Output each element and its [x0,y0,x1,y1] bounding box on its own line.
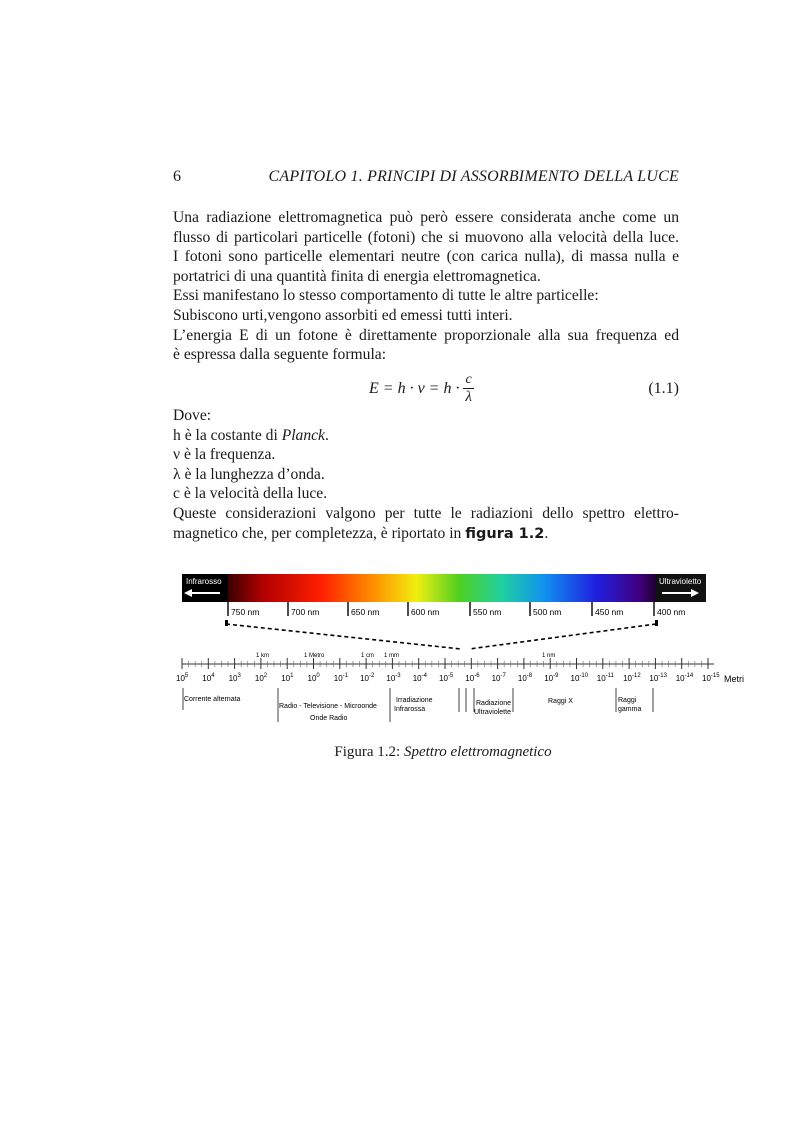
exponent-base: 10 [412,674,422,683]
text-span: . [324,426,329,444]
exponent-base: 10 [386,674,396,683]
nm-tick-label: 450 nm [595,607,624,617]
text-line: I fotoni sono particelle elementari neutre (con carica nulla), di massa nulla e [173,248,679,266]
equation-number: (1.1) [648,380,679,397]
nm-tick-label: 550 nm [473,607,502,617]
exponent-label [465,673,480,683]
exponent-power: -11 [605,673,614,679]
exponent-base: 10 [623,674,633,683]
exponent-base: 10 [491,674,501,683]
nm-tick-label: 400 nm [657,607,686,617]
exponent-base: 10 [675,674,685,683]
band-raggi-x: Raggi X [548,698,573,705]
equation-body [369,372,474,405]
exponent-label [518,673,533,683]
band-corrente: Corrente alternata [184,696,241,703]
exponent-label [492,673,507,683]
band-radio: Radio - Televisione - Microonde [279,703,377,710]
spectrum-svg [178,572,748,732]
exponent-label [544,673,559,683]
fraction-denominator: λ [465,389,472,405]
exponent-label [360,673,375,683]
exponent-base: 10 [570,674,580,683]
definition-h [173,426,679,446]
exponent-power: -10 [579,673,589,679]
zoom-line-left [226,624,461,649]
scale-label-cm: 1 cm [361,653,375,659]
text-line: L’energia E di un fotone è direttamente proporzionale alla sua frequenza ed [173,326,679,344]
nm-tick-label: 500 nm [533,607,562,617]
band-gamma-1: Raggi [618,697,637,704]
exponent-base: 10 [649,674,659,683]
exponent-base: 10 [439,674,448,683]
exponent-base: 10 [517,674,527,683]
exponent-base: 10 [333,674,343,683]
exponent-base: 10 [281,674,291,683]
exponent-power: -8 [526,673,533,679]
equation-fraction [463,372,473,405]
scale-label-metro: 1 Metro [304,653,325,659]
band-brackets [183,688,653,722]
nm-tick-label: 650 nm [351,607,380,617]
exponent-labels [176,673,720,683]
exponent-base: 10 [307,674,317,683]
exponent-power: -3 [395,673,401,679]
zoom-marker [655,620,658,626]
exponent-base: 10 [176,674,185,683]
zoom-line-right [469,624,656,649]
exponent-label [281,673,294,683]
scale-label-nm: 1 nm [542,653,556,659]
exponent-label [308,673,321,683]
exponent-label [386,673,401,683]
exponent-power: -5 [447,673,454,679]
ultraviolet-label: Ultravioletto [659,577,702,586]
exponent-label [571,673,589,683]
exponent-label [413,673,428,683]
scale-label-km: 1 km [256,653,270,659]
exponent-label [255,673,268,683]
paragraph-intro [173,208,679,365]
band-uv-1: Radiazione [476,700,512,707]
figure-caption [173,744,713,761]
exponent-power: -15 [710,673,720,679]
infrared-label: Infrarosso [186,577,222,586]
exponent-power: 0 [316,673,320,679]
exponent-power: -2 [369,673,375,679]
chapter-title: CAPITOLO 1. PRINCIPI DI ASSORBIMENTO DELLA LUCE [268,168,679,185]
text-line: portatrici di una quantità finita di energia elettromagnetica. [173,267,541,285]
exponent-base: 10 [254,674,264,683]
page-number: 6 [173,168,181,185]
text-line: è espressa dalla seguente formula: [173,346,387,364]
text-line: Essi manifestano lo stesso comportamento di tutte le altre particelle: [173,287,599,305]
exponent-label [676,673,694,683]
exponent-base: 10 [544,674,554,683]
text-span: h è la costante di [173,426,282,444]
exponent-label [229,673,242,683]
spectrum-figure [178,572,748,732]
exponent-base: 10 [360,674,370,683]
exponent-power: 1 [290,673,294,679]
nm-tick-label: 600 nm [411,607,440,617]
nm-ticks [228,602,685,617]
equation-lhs: E = h · ν = h · [369,379,460,397]
zoom-marker [225,620,228,626]
exponent-power: -9 [553,673,559,679]
exponent-label [702,673,720,683]
definitions [173,406,679,544]
exponent-power: -1 [342,673,349,679]
definition-lambda: λ è la lunghezza d’onda. [173,465,325,483]
text-line: Queste considerazioni valgono per tutte le radiazioni dello spettro elettro- [173,504,679,522]
caption-label: Figura 1.2: [334,744,404,760]
exponent-power: 2 [263,673,268,679]
text-span: magnetico che, per completezza, è riportato in [173,524,466,542]
exponent-base: 10 [702,674,711,683]
band-gamma-2: gamma [618,706,642,713]
text-line: flusso di particolari particelle (fotoni) che si muovono alla velocità della luce. [173,228,679,246]
exponent-power: 5 [184,673,189,679]
text-line: Subiscono urti,vengono assorbiti ed emessi tutti interi. [173,306,513,324]
nm-tick-label: 700 nm [291,607,320,617]
nm-tick-label: 750 nm [231,607,260,617]
exponent-base: 10 [596,674,606,683]
exponent-power: -13 [658,673,667,679]
scale-ticks [182,658,708,669]
exponent-power: 3 [237,673,241,679]
exponent-label [202,673,215,683]
exponent-power: -4 [421,673,427,679]
unit-label: Metri [724,674,744,684]
exponent-label [176,673,189,683]
definition-c: c è la velocità della luce. [173,485,328,503]
band-infrarossa-2: Infrarossa [394,706,426,713]
visible-spectrum-bar [228,574,656,602]
exponent-power: -7 [500,673,506,679]
exponent-label [439,673,454,683]
text-span: . [544,524,549,542]
text-line [173,524,679,545]
definition-nu: ν è la frequenza. [173,446,276,464]
band-infrarossa-1: Irradiazione [396,697,433,704]
band-onde-radio: Onde Radio [310,715,348,722]
exponent-power: -12 [632,673,641,679]
text-line: Dove: [173,407,212,424]
exponent-label [623,673,641,683]
exponent-base: 10 [228,674,238,683]
planck-name: Planck [281,426,325,444]
scale-label-mm: 1 mm [384,653,399,659]
band-uv-2: Ultraviolette [474,709,511,716]
exponent-base: 10 [465,674,475,683]
running-header [173,168,679,188]
caption-title: Spettro elettromagnetico [403,744,552,760]
exponent-power: -14 [684,673,694,679]
exponent-label [597,673,615,683]
exponent-power: -6 [474,673,480,679]
exponent-power: 4 [211,673,215,679]
exponent-label [649,673,667,683]
exponent-base: 10 [202,674,212,683]
exponent-label [334,673,349,683]
figure-reference[interactable]: figura 1.2 [465,525,545,542]
fraction-numerator: c [465,372,472,387]
text-line: Una radiazione elettromagnetica può però essere considerata anche come un [173,209,679,226]
